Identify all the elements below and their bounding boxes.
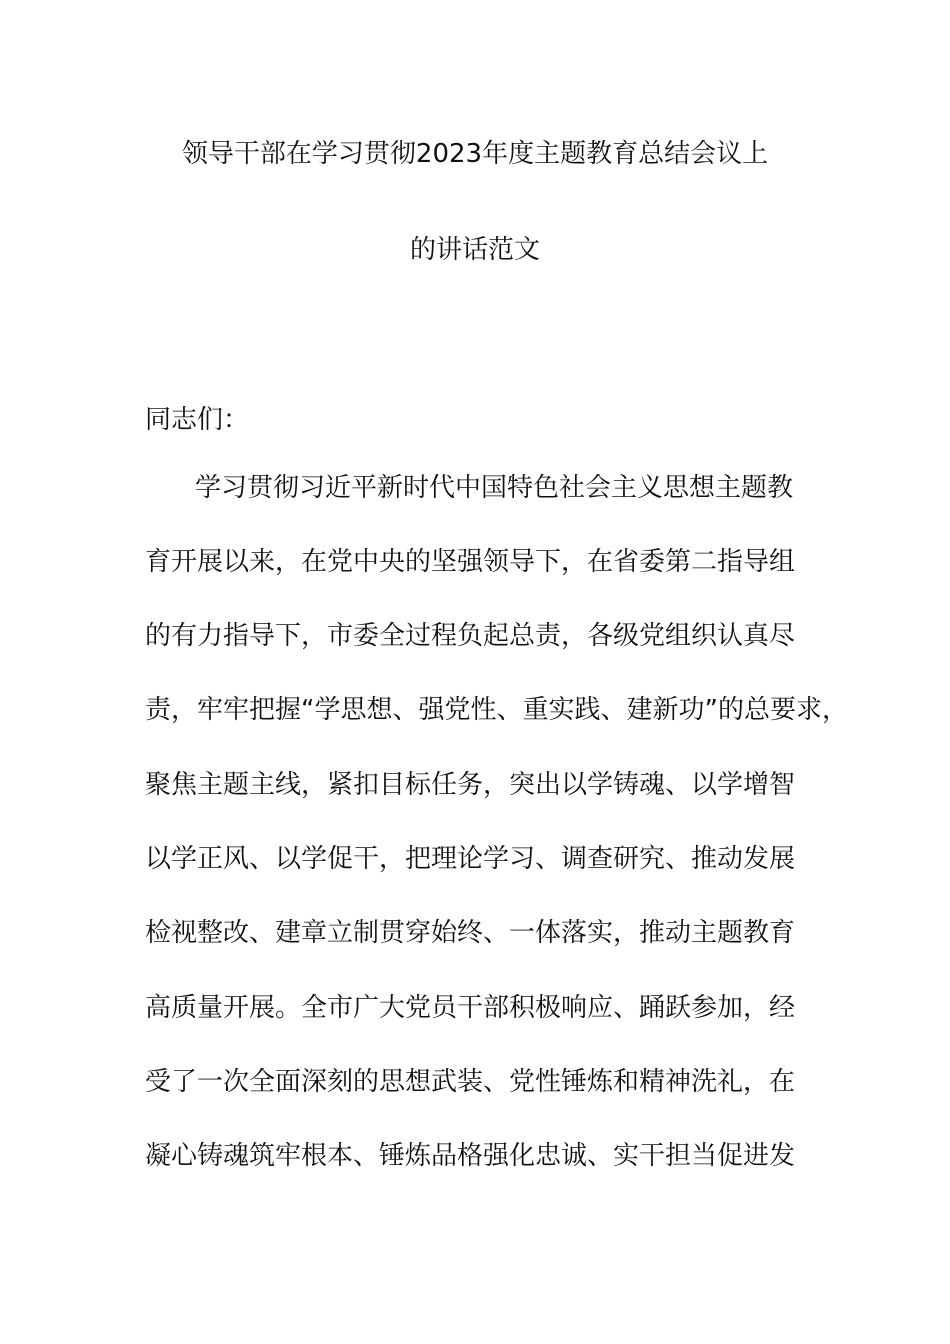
body-line-7: 检视整改、建章立制贯穿始终、一体落实，推动主题教育 [145, 918, 796, 948]
salutation: 同志们： [145, 405, 250, 435]
body-line-8: 高质量开展。全市广大党员干部积极响应、踊跃参加，经 [145, 993, 796, 1023]
body-line-10: 凝心铸魂筑牢根本、锤炼品格强化忠诚、实干担当促进发 [145, 1141, 796, 1171]
body-line-6: 以学正风、以学促干，把理论学习、调查研究、推动发展 [145, 844, 796, 874]
body-line-5: 聚焦主题主线，紧扣目标任务，突出以学铸魂、以学增智 [145, 770, 796, 800]
body-line-1: 学习贯彻习近平新时代中国特色社会主义思想主题教 [195, 473, 794, 503]
body-line-3: 的有力指导下，市委全过程负起总责，各级党组织认真尽 [145, 621, 796, 651]
document-title-line-2: 的讲话范文 [409, 235, 540, 265]
body-line-2: 育开展以来，在党中央的坚强领导下，在省委第二指导组 [145, 547, 796, 577]
body-line-9: 受了一次全面深刻的思想武装、党性锤炼和精神洗礼，在 [145, 1067, 796, 1097]
document-title-line-1: 领导干部在学习贯彻2023年度主题教育总结会议上 [181, 139, 769, 169]
body-line-4: 责，牢牢把握“学思想、强党性、重实践、建新功”的总要求， [145, 695, 848, 725]
